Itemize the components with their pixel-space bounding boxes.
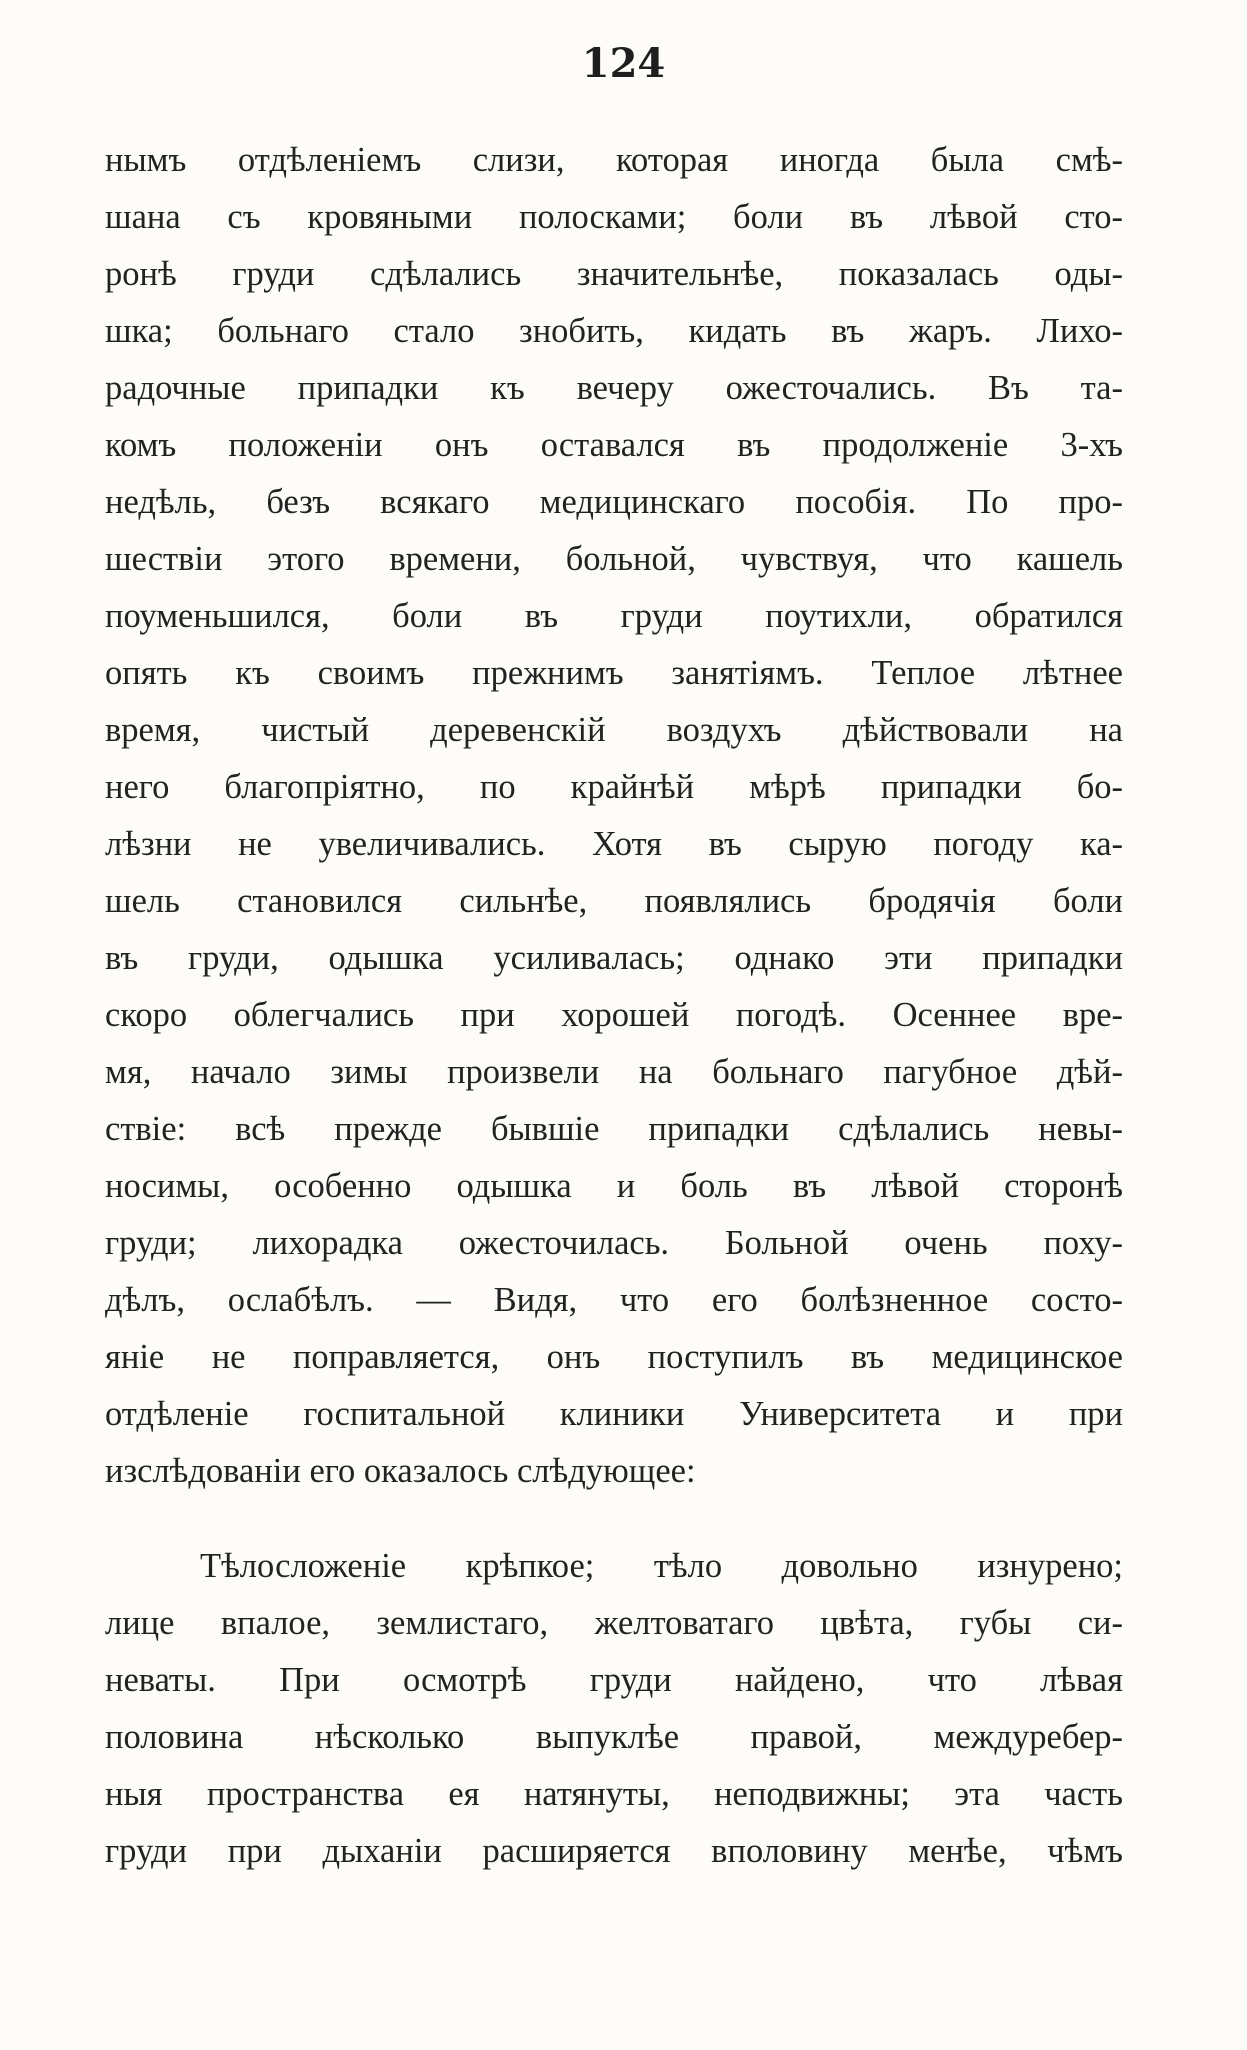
page-number: 124 — [581, 40, 666, 87]
text-line: него благопріятно, по крайнѣй мѣрѣ припадки бо- — [105, 768, 1123, 806]
text-line: опять къ своимъ прежнимъ занятіямъ. Теплое лѣтнее — [105, 654, 1123, 692]
text-line: яніе не поправляется, онъ поступилъ въ медицинское — [105, 1338, 1123, 1376]
text-line: шка; больнаго стало знобить, кидать въ жаръ. Лихо- — [105, 312, 1123, 350]
text-line: поуменьшился, боли въ груди поутихли, обратился — [105, 597, 1123, 635]
text-line: дѣлъ, ослабѣлъ. — Видя, что его болѣзненное состо- — [105, 1281, 1123, 1319]
paragraph-1 — [105, 132, 1123, 1500]
text-line: ныя пространства ея натянуты, неподвижны; эта часть — [105, 1775, 1123, 1813]
text-line: неваты. При осмотрѣ груди найдено, что лѣвая — [105, 1661, 1123, 1699]
text-line: шествіи этого времени, больной, чувствуя, что кашель — [105, 540, 1123, 578]
text-line: радочные припадки къ вечеру ожесточались. Въ та- — [105, 369, 1123, 407]
text-line: время, чистый деревенскій воздухъ дѣйствовали на — [105, 711, 1123, 749]
text-line: нымъ отдѣленіемъ слизи, которая иногда была смѣ- — [105, 141, 1123, 179]
text-line: шель становился сильнѣе, появлялись бродячія боли — [105, 882, 1123, 920]
text-line: половина нѣсколько выпуклѣе правой, междуребер- — [105, 1718, 1123, 1756]
paragraph-2 — [105, 1538, 1123, 1880]
text-line: груди при дыханіи расширяется вполовину менѣе, чѣмъ — [105, 1832, 1123, 1870]
text-line: лице впалое, землистаго, желтоватаго цвѣта, губы си- — [105, 1604, 1123, 1642]
text-line: груди; лихорадка ожесточилась. Больной очень поху- — [105, 1224, 1123, 1262]
text-line: отдѣленіе госпитальной клиники Университета и при — [105, 1395, 1123, 1433]
text-line: мя, начало зимы произвели на больнаго пагубное дѣй- — [105, 1053, 1123, 1091]
text-line: скоро облегчались при хорошей погодѣ. Осеннее вре- — [105, 996, 1123, 1034]
text-line: изслѣдованіи его оказалось слѣдующее: — [105, 1452, 696, 1490]
text-line: носимы, особенно одышка и боль въ лѣвой сторонѣ — [105, 1167, 1123, 1205]
text-line: лѣзни не увеличивались. Хотя въ сырую погоду ка- — [105, 825, 1123, 863]
text-line: ронѣ груди сдѣлались значительнѣе, показалась оды- — [105, 255, 1123, 293]
text-line: шана съ кровяными полосками; боли въ лѣвой сто- — [105, 198, 1123, 236]
text-line: ствіе: всѣ прежде бывшіе припадки сдѣлались невы- — [105, 1110, 1123, 1148]
text-line: Тѣлосложеніе крѣпкое; тѣло довольно изнурено; — [200, 1547, 1123, 1585]
text-line: недѣль, безъ всякаго медицинскаго пособія. По про- — [105, 483, 1123, 521]
text-line: въ груди, одышка усиливалась; однако эти припадки — [105, 939, 1123, 977]
text-line: комъ положеніи онъ оставался въ продолженіе 3-хъ — [105, 426, 1123, 464]
